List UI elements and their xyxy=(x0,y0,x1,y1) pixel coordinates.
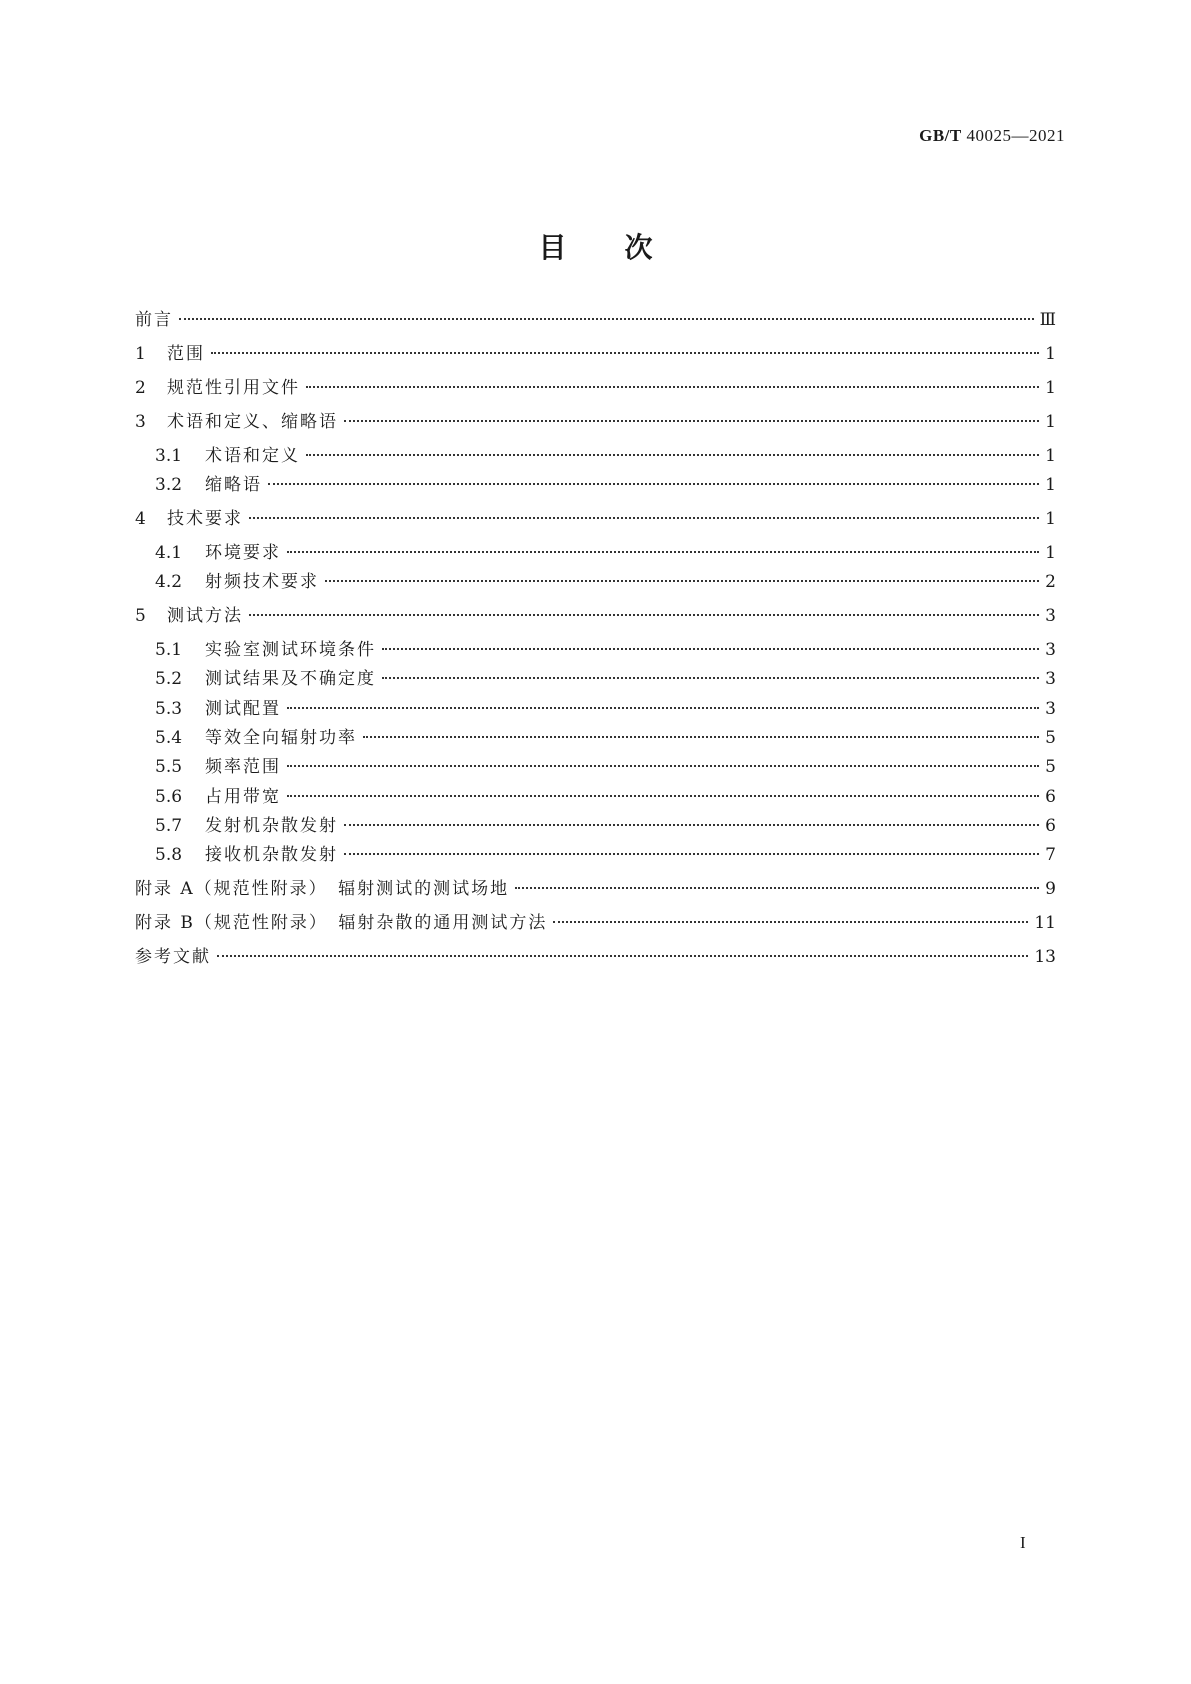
toc-entry-number: 5.7 xyxy=(155,816,183,836)
toc-dot-leader xyxy=(211,352,1039,354)
toc-entry-number: 5.3 xyxy=(155,699,183,719)
toc-entry-label xyxy=(135,541,281,565)
toc-entry-number: 5 xyxy=(135,606,146,626)
toc-entry-title: 环境要求 xyxy=(205,543,281,563)
toc-dot-leader xyxy=(249,517,1039,519)
toc-entry-page: 1 xyxy=(1045,412,1056,432)
toc-entry-label xyxy=(135,473,262,497)
standard-code-prefix: GB/T xyxy=(919,126,962,145)
toc-entry-page: 5 xyxy=(1045,728,1056,748)
toc-entry-title: 测试结果及不确定度 xyxy=(205,669,376,689)
toc-entry-title: 附录 B（规范性附录） 辐射杂散的通用测试方法 xyxy=(135,913,548,933)
toc-dot-leader xyxy=(287,765,1039,767)
toc-dot-leader xyxy=(553,921,1028,923)
toc-entry-title: 接收机杂散发射 xyxy=(205,845,338,865)
toc-entry[interactable] xyxy=(135,444,1056,468)
toc-entry-page: 1 xyxy=(1045,378,1056,398)
toc-entry[interactable] xyxy=(135,473,1056,497)
toc-entry-number: 3.2 xyxy=(155,475,183,495)
standard-code xyxy=(919,126,1065,146)
toc-entry-number: 2 xyxy=(135,378,146,398)
toc-entry-label xyxy=(135,945,211,969)
toc-entry-title: 参考文献 xyxy=(135,947,211,967)
toc-dot-leader xyxy=(363,736,1039,738)
toc-entry-title: 频率范围 xyxy=(205,757,281,777)
toc-entry-page: 6 xyxy=(1045,816,1056,836)
toc-entry-label xyxy=(135,726,357,750)
toc-entry-title: 射频技术要求 xyxy=(205,572,319,592)
toc-entry-page: 3 xyxy=(1045,640,1056,660)
toc-entry-page: 5 xyxy=(1045,757,1056,777)
toc-dot-leader xyxy=(306,386,1039,388)
toc-entry[interactable] xyxy=(135,638,1056,662)
toc-entry-title: 术语和定义 xyxy=(205,446,300,466)
toc-entry-page: 9 xyxy=(1045,879,1056,899)
toc-entry-label xyxy=(135,444,300,468)
toc-dot-leader xyxy=(382,677,1039,679)
toc-entry-title: 附录 A（规范性附录） 辐射测试的测试场地 xyxy=(135,879,510,899)
toc-entry-number: 4.2 xyxy=(155,572,183,592)
toc-dot-leader xyxy=(268,483,1039,485)
toc-entry-title: 缩略语 xyxy=(205,475,262,495)
toc-entry-number: 5.4 xyxy=(155,728,183,748)
toc-entry-page: 2 xyxy=(1045,572,1056,592)
toc-entry-label xyxy=(135,410,338,434)
toc-entry-label xyxy=(135,667,376,691)
toc-entry-title: 测试配置 xyxy=(205,699,281,719)
toc-entry-page: 3 xyxy=(1045,669,1056,689)
toc-entry-page: Ⅲ xyxy=(1039,310,1056,330)
toc-dot-leader xyxy=(306,454,1039,456)
toc-entry[interactable] xyxy=(135,945,1056,969)
toc-entry-label xyxy=(135,308,173,332)
toc-entry-title: 发射机杂散发射 xyxy=(205,816,338,836)
toc-entry-label xyxy=(135,843,338,867)
toc-entry-label xyxy=(135,342,205,366)
toc-entry[interactable] xyxy=(135,877,1056,901)
toc-dot-leader xyxy=(344,420,1039,422)
toc-entry[interactable] xyxy=(135,604,1056,628)
toc-entry[interactable] xyxy=(135,843,1056,867)
toc-dot-leader xyxy=(382,648,1039,650)
toc-dot-leader xyxy=(287,707,1039,709)
toc-entry-page: 3 xyxy=(1045,606,1056,626)
toc-entry[interactable] xyxy=(135,308,1056,332)
toc-entry-title: 前言 xyxy=(135,310,173,330)
toc-entry-page: 1 xyxy=(1045,446,1056,466)
footer-page-number: I xyxy=(1020,1533,1026,1552)
toc-entry-label xyxy=(135,785,281,809)
toc-entry-label xyxy=(135,604,243,628)
standard-code-number: 40025—2021 xyxy=(966,126,1065,145)
toc-entry[interactable] xyxy=(135,342,1056,366)
toc-entry[interactable] xyxy=(135,410,1056,434)
toc-entry-number: 3 xyxy=(135,412,146,432)
toc-entry-title: 实验室测试环境条件 xyxy=(205,640,376,660)
toc-entry-page: 3 xyxy=(1045,699,1056,719)
toc-entry-page: 6 xyxy=(1045,787,1056,807)
toc-entry-number: 4.1 xyxy=(155,543,183,563)
toc-entry[interactable] xyxy=(135,814,1056,838)
toc-entry-number: 5.1 xyxy=(155,640,183,660)
toc-entry-number: 5.8 xyxy=(155,845,183,865)
toc-entry[interactable] xyxy=(135,507,1056,531)
toc-entry-number: 4 xyxy=(135,509,146,529)
toc-dot-leader xyxy=(287,795,1039,797)
toc-entry-page: 1 xyxy=(1045,344,1056,364)
toc-dot-leader xyxy=(344,853,1039,855)
toc-dot-leader xyxy=(217,955,1028,957)
toc-entry[interactable] xyxy=(135,911,1056,935)
toc-entry-title: 术语和定义、缩略语 xyxy=(167,412,338,432)
toc-entry-page: 11 xyxy=(1034,913,1056,933)
toc-entry[interactable] xyxy=(135,541,1056,565)
toc-entry-label xyxy=(135,911,547,935)
toc-entry-page: 7 xyxy=(1045,845,1056,865)
toc-entry-title: 测试方法 xyxy=(167,606,243,626)
toc-entry-label xyxy=(135,697,281,721)
toc-entry-title: 范围 xyxy=(167,344,205,364)
toc-dot-leader xyxy=(179,318,1034,320)
toc-entry[interactable] xyxy=(135,755,1056,779)
toc-entry-title: 等效全向辐射功率 xyxy=(205,728,357,748)
toc-entry-page: 1 xyxy=(1045,475,1056,495)
toc-entry[interactable] xyxy=(135,570,1056,594)
toc-dot-leader xyxy=(287,551,1039,553)
toc-entry[interactable] xyxy=(135,785,1056,809)
toc-entry[interactable] xyxy=(135,726,1056,750)
toc-entry-page: 13 xyxy=(1034,947,1056,967)
toc-entry[interactable] xyxy=(135,376,1056,400)
toc-dot-leader xyxy=(515,887,1039,889)
toc-entry-label xyxy=(135,755,281,779)
toc-entry[interactable] xyxy=(135,667,1056,691)
toc-dot-leader xyxy=(249,614,1039,616)
toc-entry-page: 1 xyxy=(1045,543,1056,563)
toc-dot-leader xyxy=(325,580,1039,582)
toc-entry-number: 5.6 xyxy=(155,787,183,807)
toc-dot-leader xyxy=(344,824,1039,826)
toc-entry-number: 3.1 xyxy=(155,446,183,466)
toc-entry-title: 占用带宽 xyxy=(205,787,281,807)
toc-entry-label xyxy=(135,570,319,594)
toc-entry-number: 5.5 xyxy=(155,757,183,777)
toc-entry-label xyxy=(135,814,338,838)
toc-entry-number: 5.2 xyxy=(155,669,183,689)
toc-entry-title: 规范性引用文件 xyxy=(167,378,300,398)
page-title: 目次 xyxy=(538,231,711,264)
toc-entry-label xyxy=(135,507,243,531)
toc-entry-number: 1 xyxy=(135,344,146,364)
toc-entry-title: 技术要求 xyxy=(167,509,243,529)
toc-entry-label xyxy=(135,877,509,901)
toc-entry-page: 1 xyxy=(1045,509,1056,529)
toc-entry-label xyxy=(135,638,376,662)
toc-entry[interactable] xyxy=(135,697,1056,721)
toc-entry-label xyxy=(135,376,300,400)
